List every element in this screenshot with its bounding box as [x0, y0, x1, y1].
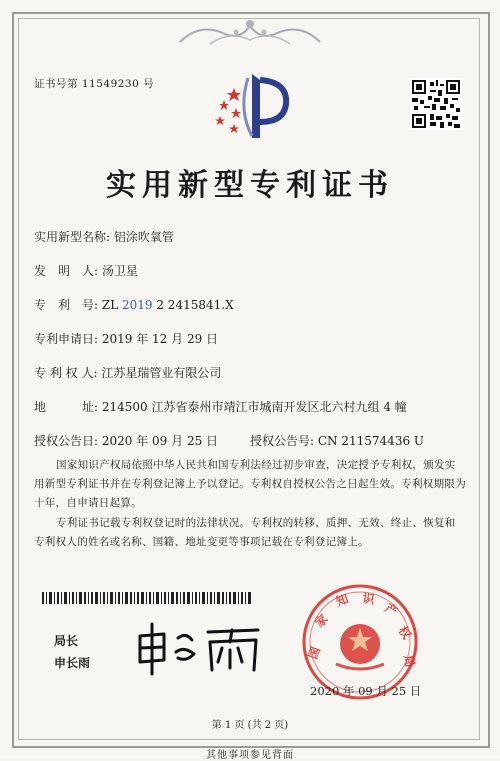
svg-text:知: 知 — [334, 591, 351, 609]
svg-text:识: 识 — [361, 591, 376, 607]
seal-date: 2020 年 09 月 25 日 — [310, 684, 422, 698]
cnipa-logo-icon — [208, 70, 292, 142]
page-number: 第 1 页 (共 2 页) — [211, 720, 289, 731]
director-title: 局长 — [54, 634, 79, 648]
paragraph-grant-statement: 国家知识产权局依照中华人民共和国专利法经过初步审查，决定授予专利权，颁发实用新型专利证书并在专利登记簿上予以登记。专利权自授权公告之日起生效。专利权期限为十年，自申请日起算。 — [34, 459, 466, 509]
signature-icon — [134, 618, 264, 678]
paragraph-legal-status: 专利证书记载专利权登记时的法律状况。专利权的转移、质押、无效、终止、恢复和专利权人的姓名或名称、国籍、地址变更等事项记载在专利登记簿上。 — [34, 517, 456, 548]
field-patentee: 专 利 权 人: 江苏星瑞管业有限公司 — [34, 366, 222, 380]
field-grant-date: 授权公告日: 2020 年 09 月 25 日 — [34, 434, 219, 448]
top-ornament — [170, 14, 330, 48]
svg-text:局: 局 — [401, 653, 418, 669]
field-filing-date: 专利申请日: 2019 年 12 月 29 日 — [34, 332, 219, 346]
qr-code-icon — [410, 78, 462, 130]
field-grant-number: 授权公告号: CN 211574436 U — [250, 434, 425, 448]
barcode-icon — [42, 592, 252, 604]
svg-text:权: 权 — [395, 623, 414, 642]
certificate-title: 实用新型专利证书 — [106, 168, 394, 203]
svg-text:国: 国 — [305, 644, 323, 662]
field-inventor: 发 明 人: 汤卫星 — [34, 264, 138, 278]
svg-text:产: 产 — [382, 600, 401, 619]
certificate-number: 证书号第 11549230 号 — [34, 78, 155, 90]
director-name: 申长雨 — [54, 656, 91, 670]
field-address: 地 址: 214500 江苏省泰州市靖江市城南开发区北六村九组 4 幢 — [34, 400, 407, 414]
field-patent-number: 专 利 号: ZL 2019 2 2415841.X — [34, 298, 234, 312]
footer-note: 其他事项参见背面 — [206, 750, 294, 761]
svg-text:家: 家 — [312, 611, 331, 631]
field-utility-name: 实用新型名称: 铝涂吹氧管 — [34, 230, 174, 244]
